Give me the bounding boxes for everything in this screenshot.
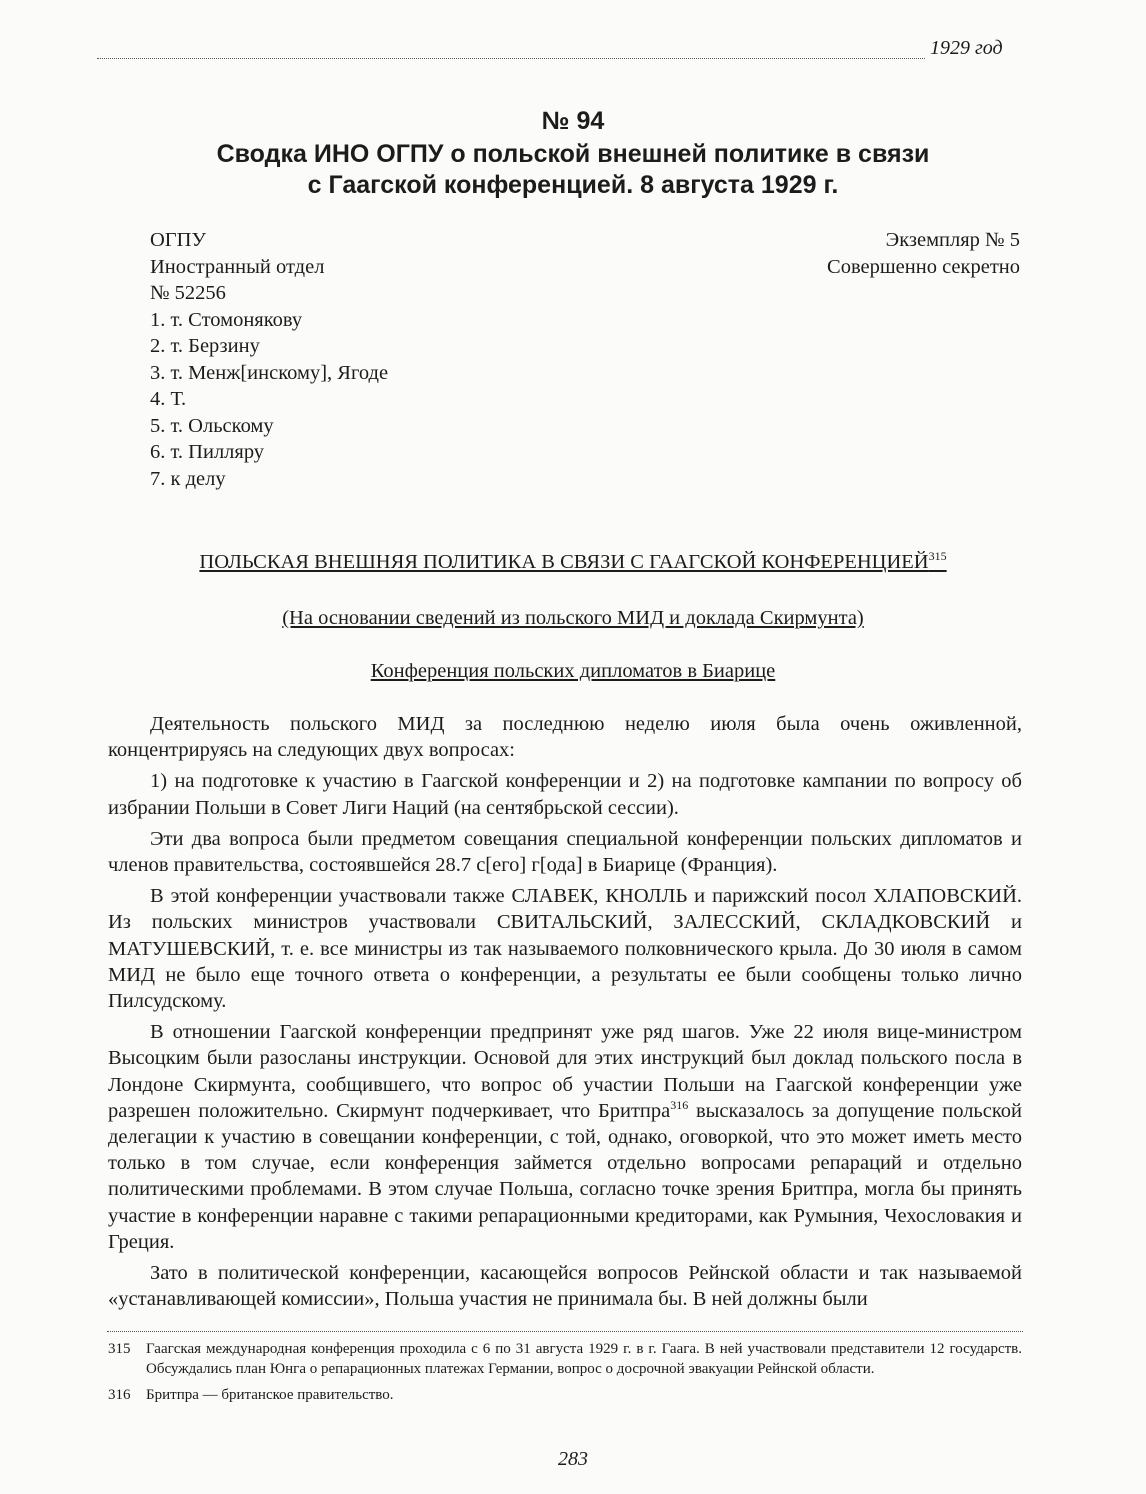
paragraph: 1) на подготовке к участию в Гаагской конференции и 2) на подготовке кампании по вопросу об избрании Польши в Совет Лиги Наций (на сентябрьской сессии).	[108, 770, 1022, 819]
footnote-ref-315: 315	[928, 549, 947, 563]
document-title-line-1: Сводка ИНО ОГПУ о польской внешней политике в связи	[216, 140, 930, 168]
section-heading: Конференция польских дипломатов в Биарице	[370, 660, 776, 682]
sender-doc-no: № 52256	[150, 282, 226, 304]
distribution-item: 4. Т.	[150, 388, 187, 410]
paragraph: Зато в политической конференции, касающейся вопросов Рейнской области и так называемой «устанавливающей комиссии», Польша участия не принимала бы. В ней должны были	[108, 1262, 1022, 1311]
document-number: № 94	[541, 107, 605, 135]
distribution-item: 7. к делу	[150, 467, 226, 490]
body-text	[108, 711, 1022, 1317]
sender-dept: Иностранный отдел	[150, 255, 325, 278]
distribution-item: 1. т. Стомонякову	[150, 308, 303, 331]
footnote-number: 316	[108, 1387, 131, 1403]
footnotes	[108, 1339, 1022, 1411]
paragraph: В этой конференции участвовали также СЛАВЕК, КНОЛЛЬ и парижский посол ХЛАПОВСКИЙ. Из польских министров участвовали СВИТАЛЬСКИЙ, ЗАЛЕССКИЙ, СКЛАДКОВСКИЙ и МАТУШЕВСКИЙ, т. е. все министры из так называемого полковнического крыла. До 30 июля в самом МИД не было еще точного ответа о конференции, а результаты ее были сообщены только лично Пилсудскому.	[108, 885, 1022, 1013]
distribution-item: 2. т. Берзину	[150, 335, 260, 357]
secrecy-mark: Совершенно секретно	[827, 255, 1020, 278]
running-head: 1929 год	[930, 37, 1003, 59]
header-rule	[97, 58, 925, 59]
document-title-line-2: с Гаагской конференцией. 8 августа 1929 г.	[307, 171, 839, 199]
sender-block	[150, 227, 388, 492]
paragraph-text: высказалось за допущение польской делегации к участию в совещании конференции, с той, однако, оговоркой, что это может иметь место только в том случае, если конференция займется отдельно вопросами репараций и отдельно политическими проблемами. В этом случае Польша, согласно точке зрения Бритпра, могла бы принять участие в конференции наравне с такими репарационными кредиторами, как Румыния, Чехословакия и Греция.	[108, 1099, 1023, 1253]
paragraph-text: В отношении Гаагской конференции предпринят уже ряд шагов. Уже 22 июля вице-министром Высоцким были разосланы инструкции. Основой для этих инструкций был доклад польского посла в Лондоне Скирмунта, сообщившего, что вопрос об участии Польши на Гаагской конференции уже разрешен положительно. Скирмунт подчеркивает, что Бритпра	[108, 1021, 1022, 1122]
paragraph: Деятельность польского МИД за последнюю неделю июля была очень оживленной, концентрируясь на следующих двух вопросах:	[108, 713, 1022, 762]
classification-block	[827, 227, 1020, 280]
sender-org: ОГПУ	[150, 229, 206, 251]
paragraph: Эти два вопроса были предметом совещания специальной конференции польских дипломатов и членов правительства, состоявшейся 28.7 с[его] г[ода] в Биарице (Франция).	[108, 827, 1022, 877]
footnote	[108, 1339, 1022, 1379]
footnote-rule	[107, 1331, 1023, 1332]
distribution-item: 6. т. Пилляру	[150, 441, 265, 463]
distribution-item: 3. т. Менж[инскому], Ягоде	[150, 361, 389, 384]
footnote-text: Гаагская международная конференция проходила с 6 по 31 августа 1929 г. в г. Гаага. В ней участвовали представители 12 государств. Обсуждались план Юнга о репарационных платежах Германии, вопрос о досрочной эвакуации Рейнской области.	[146, 1341, 1022, 1377]
footnote	[108, 1385, 1022, 1405]
paragraph	[108, 1019, 1022, 1255]
main-heading	[0, 549, 1146, 574]
main-heading-text: ПОЛЬСКАЯ ВНЕШНЯЯ ПОЛИТИКА В СВЯЗИ С ГААГСКОЙ КОНФЕРЕНЦИЕЙ	[199, 550, 929, 573]
distribution-item: 5. т. Ольскому	[150, 414, 274, 437]
footnote-text: Бритпра — британское правительство.	[146, 1387, 394, 1403]
footnote-number: 315	[108, 1341, 131, 1357]
page-number: 283	[558, 1448, 588, 1470]
copy-number: Экземпляр № 5	[885, 229, 1020, 251]
sub-heading: (На основании сведений из польского МИД и доклада Скирмунта)	[282, 607, 864, 629]
footnote-ref-316: 316	[670, 1098, 689, 1113]
